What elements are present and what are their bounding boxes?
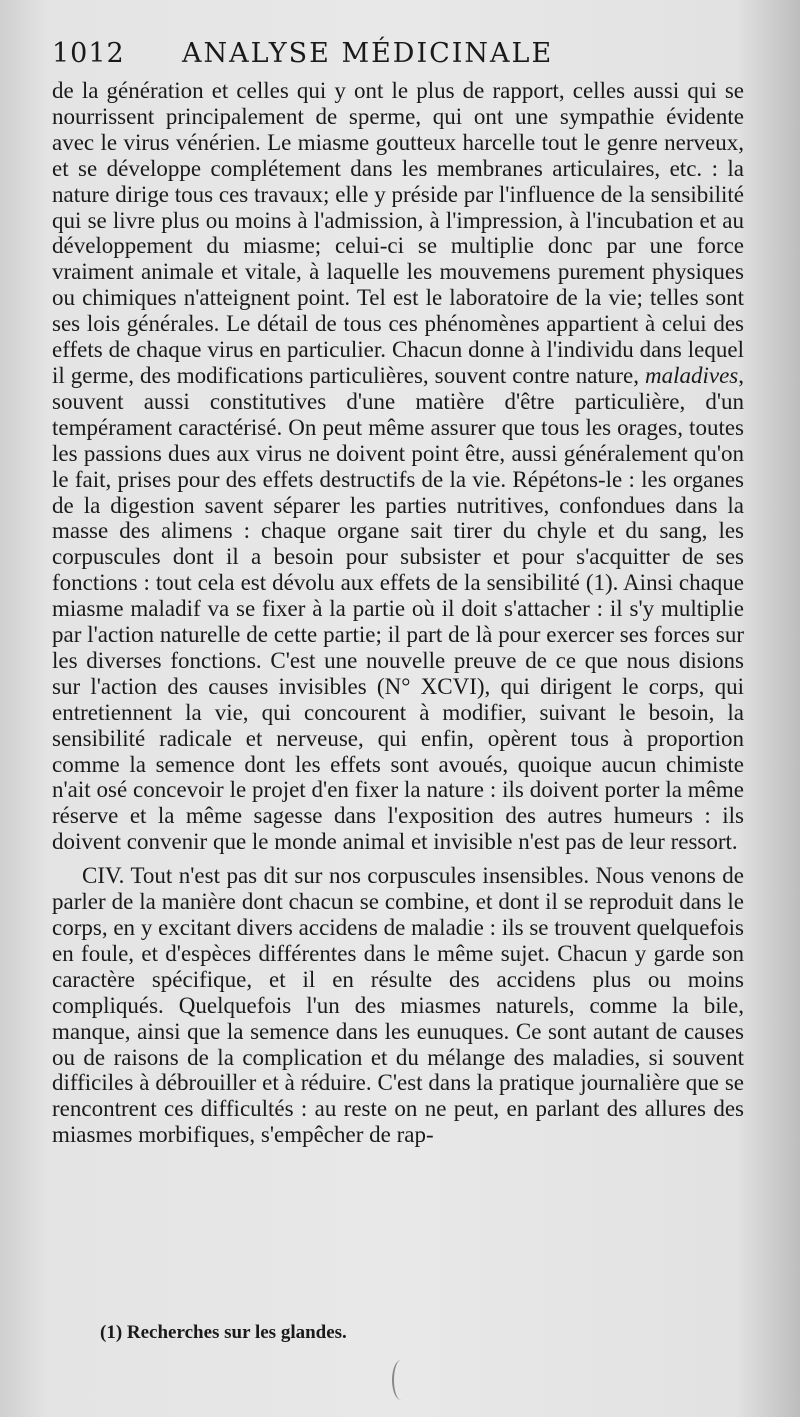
italic-word: maladives — [645, 362, 739, 388]
running-title: ANALYSE MÉDICINALE — [182, 38, 554, 69]
paragraph-1 — [52, 78, 744, 855]
pencil-mark — [392, 1360, 410, 1400]
page-number: 1012 — [52, 38, 125, 69]
paragraph-1-part-1: de la génération et celles qui y ont le plus de rapport, celles aussi qui se nourrissent principalement de sperme, qui ont une sympathie évidente avec le virus vénérien. Le miasme goutteux harcelle tout le genre nerveux, et se développe complétement dans les membranes articulaires, etc. : la nature dirige tous ces travaux; elle y préside par l'influence de la sensibilité qui se livre plus ou moins à l'admission, à l'impression, à l'incubation et au développement du miasme; celui-ci se multiplie donc par une force vraiment animale et vitale, à laquelle les mouvemens purement physiques ou chimiques n'atteignent point. Tel est le laboratoire de la vie; telles sont ses lois générales. Le détail de tous ces phénomènes appartient à celui des effets de chaque virus en particulier. Chacun donne à l'individu dans lequel il germe, des modifications particulières, souvent contre nature, — [52, 78, 744, 388]
paragraph-1-part-2: , souvent aussi constitutives d'une matière d'être particulière, d'un tempérament caractérisé. On peut même assurer que tous les orages, toutes les passions dues aux virus ne doivent point être, aussi généralement qu'on le fait, prises pour des effets destructifs de la vie. Répétons-le : les organes de la digestion savent séparer les parties nutritives, confondues dans la masse des alimens : chaque organe sait tirer du chyle et du sang, les corpuscules dont il a besoin pour subsister et pour s'acquitter de ses fonctions : tout cela est dévolu aux effets de la sensibilité (1). Ainsi chaque miasme maladif va se fixer à la partie où il doit s'attacher : il s'y multiplie par l'action naturelle de cette partie; il part de là pour exercer ses forces sur les diverses fonctions. C'est une nouvelle preuve de ce que nous disions sur l'action des causes invisibles (N° XCVI), qui dirigent le corps, qui entretiennent la vie, qui concourent à modifier, suivant le besoin, la sensibilité radicale et nerveuse, qui enfin, opèrent tous à proportion comme la semence dont les effets sont avoués, quoique aucun chimiste n'ait osé concevoir le projet d'en fixer la nature : ils doivent porter la même réserve et la même sagesse dans l'exposition des autres humeurs : ils doivent convenir que le monde animal et invisible n'est pas de leur ressort. — [52, 362, 745, 855]
paragraph-2: CIV. Tout n'est pas dit sur nos corpuscules insensibles. Nous venons de parler de la manière dont chacun se combine, et dont il se reproduit dans le corps, en y excitant divers accidens de maladie : ils se trouvent quelquefois en foule, et d'espèces différentes dans le même sujet. Chacun y garde son caractère spécifique, et il en résulte des accidens plus ou moins compliqués. Quelquefois l'un des miasmes naturels, comme la bile, manque, ainsi que la semence dans les eunuques. Ce sont autant de causes ou de raisons de la complication et du mélange des maladies, si souvent difficiles à débrouiller et à réduire. C'est dans la pratique journalière que se rencontrent ces difficultés : au reste on ne peut, en parlant des allures des miasmes morbifiques, s'empêcher de rap- — [52, 863, 744, 1148]
body-text — [52, 78, 744, 1148]
footnote: (1) Recherches sur les glandes. — [100, 1322, 347, 1343]
page-header — [52, 38, 752, 78]
